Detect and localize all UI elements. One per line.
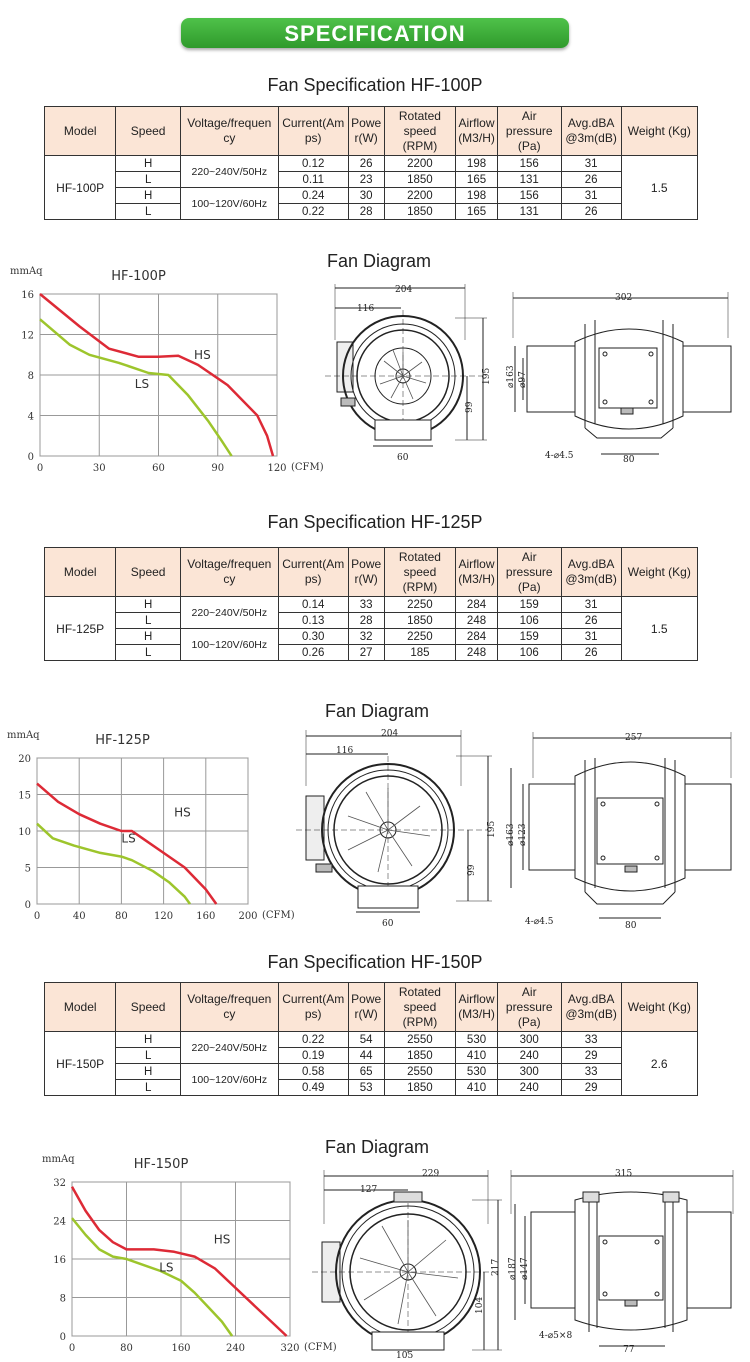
series-label-ls: LS — [134, 376, 150, 391]
table-row — [45, 1032, 698, 1048]
speed-cell: H — [116, 188, 181, 204]
column-header-line: (M3/H) — [458, 572, 495, 586]
column-header-line: Weight (Kg) — [627, 123, 691, 138]
x-tick-label: 160 — [171, 1343, 191, 1354]
y-tick-label: 20 — [18, 754, 31, 765]
value-cell: 248 — [456, 613, 498, 629]
dim-center-hf-100p: 99 — [465, 401, 475, 413]
value-cell: 0.58 — [278, 1064, 348, 1080]
dim-length-hf-100p: 302 — [615, 293, 633, 303]
x-tick-label: 80 — [115, 911, 128, 922]
x-tick-label: 0 — [68, 1343, 76, 1354]
dim-base-hf-100p: 60 — [397, 453, 409, 463]
y-tick-label: 5 — [24, 863, 31, 875]
x-tick-label: 30 — [92, 463, 106, 474]
model-cell: HF-150P — [45, 1032, 116, 1096]
value-cell: 185 — [384, 645, 456, 661]
value-cell: 1850 — [384, 1080, 456, 1096]
header-row — [45, 548, 698, 597]
column-header-line: (M3/H) — [458, 1007, 495, 1021]
value-cell: 2550 — [384, 1064, 456, 1080]
column-header — [621, 107, 697, 156]
series-label-ls: LS — [159, 1260, 174, 1275]
x-tick-label: 60 — [152, 463, 165, 474]
table-row — [45, 1048, 698, 1064]
value-cell: 106 — [497, 645, 561, 661]
column-header — [384, 983, 456, 1032]
x-tick-label: 80 — [120, 1343, 133, 1354]
column-header-line: Current(Am — [282, 116, 345, 130]
column-header-line: Model — [63, 564, 97, 579]
y-tick-label: 0 — [59, 1332, 66, 1343]
performance-chart-hf-125p — [0, 728, 310, 924]
value-cell: 300 — [497, 1032, 561, 1048]
column-header — [384, 548, 456, 597]
column-header — [45, 548, 116, 597]
voltage-cell: 220~240V/50Hz — [180, 156, 278, 188]
value-cell: 410 — [456, 1080, 498, 1096]
weight-cell: 2.6 — [621, 1032, 697, 1096]
dim-width-hf-100p: 204 — [395, 285, 413, 295]
value-cell: 410 — [456, 1048, 498, 1064]
model-cell: HF-125P — [45, 597, 116, 661]
x-tick-label: 240 — [225, 1343, 246, 1354]
value-cell: 27 — [348, 645, 384, 661]
speed-cell: H — [116, 156, 181, 172]
dim-dia-outer-hf-150p: ⌀187 — [508, 1257, 518, 1280]
voltage-cell: 220~240V/50Hz — [180, 597, 278, 629]
x-tick-label: 90 — [211, 463, 225, 474]
y-tick-label: 10 — [18, 827, 31, 838]
dim-holes-hf-125p: 4-⌀4.5 — [525, 917, 554, 927]
value-cell: 0.26 — [278, 645, 348, 661]
table-row — [45, 629, 698, 645]
column-header — [180, 983, 278, 1032]
column-header-line: Current(Am — [282, 557, 345, 571]
dim-dia-inner-hf-150p: ⌀147 — [520, 1257, 530, 1280]
column-header — [621, 548, 697, 597]
value-cell: 2200 — [384, 156, 456, 172]
column-header-line: Air — [521, 108, 537, 123]
voltage-cell: 100~120V/60Hz — [180, 188, 278, 220]
column-header-line: (RPM) — [402, 579, 438, 594]
voltage-cell: 100~120V/60Hz — [180, 629, 278, 661]
value-cell: 106 — [497, 613, 561, 629]
value-cell: 530 — [456, 1064, 498, 1080]
value-cell: 198 — [456, 156, 498, 172]
dim-dia-inner-hf-125p: ⌀123 — [518, 823, 528, 846]
column-header — [278, 107, 348, 156]
value-cell: 65 — [348, 1064, 384, 1080]
column-header-line: Rotated — [398, 108, 441, 123]
column-header — [116, 107, 181, 156]
x-tick-label: 120 — [154, 911, 174, 922]
y-tick-label: 12 — [21, 330, 34, 342]
value-cell: 198 — [456, 188, 498, 204]
series-line-ls — [37, 824, 190, 904]
value-cell: 28 — [348, 204, 384, 220]
column-header — [116, 548, 181, 597]
value-cell: 156 — [497, 156, 561, 172]
column-header-line: Voltage/frequen — [187, 116, 272, 130]
column-header — [456, 983, 498, 1032]
value-cell: 2200 — [384, 188, 456, 204]
column-header — [456, 548, 498, 597]
value-cell: 2250 — [384, 597, 456, 613]
column-header-line: Speed — [130, 999, 166, 1014]
speed-cell: L — [116, 172, 181, 188]
side-view-drawing-hf-150p — [503, 1164, 743, 1356]
speed-cell: H — [116, 597, 181, 613]
column-header-line: Avg.dBA — [567, 992, 615, 1006]
performance-chart-hf-100p — [0, 258, 324, 480]
value-cell: 28 — [348, 613, 384, 629]
column-header — [561, 107, 621, 156]
column-header-line: ps) — [304, 572, 322, 586]
value-cell: 26 — [561, 613, 621, 629]
column-header-line: Avg.dBA — [567, 557, 615, 571]
value-cell: 32 — [348, 629, 384, 645]
column-header-line: Powe — [351, 992, 382, 1006]
value-cell: 0.24 — [278, 188, 348, 204]
x-axis-label: (CFM) — [262, 910, 295, 921]
y-tick-label: 0 — [24, 900, 31, 911]
column-header-line: speed — [403, 123, 437, 138]
value-cell: 29 — [561, 1080, 621, 1096]
column-header — [561, 983, 621, 1032]
column-header — [497, 107, 561, 156]
table-row — [45, 613, 698, 629]
dim-height-hf-100p: 195 — [482, 367, 492, 385]
table-row — [45, 645, 698, 661]
column-header-line: Weight (Kg) — [627, 999, 691, 1014]
dim-holes-hf-150p: 4-⌀5×8 — [539, 1331, 573, 1341]
column-header-line: cy — [223, 1007, 236, 1021]
column-header-line: Airflow — [458, 557, 495, 571]
column-header-line: r(W) — [354, 1007, 378, 1021]
column-header-line: Air — [521, 984, 537, 999]
column-header-line: (Pa) — [517, 138, 541, 153]
dim-base-hf-125p: 60 — [382, 919, 394, 929]
column-header-line: (RPM) — [402, 138, 438, 153]
speed-cell: L — [116, 204, 181, 220]
speed-cell: L — [116, 613, 181, 629]
value-cell: 0.12 — [278, 156, 348, 172]
weight-cell: 1.5 — [621, 156, 697, 220]
spec-table-hf-150p — [44, 982, 698, 1096]
header-row — [45, 983, 698, 1032]
dim-foot-hf-100p: 80 — [623, 455, 635, 465]
column-header-line: Model — [63, 123, 97, 138]
column-header — [497, 548, 561, 597]
table-row — [45, 597, 698, 613]
column-header-line: @3m(dB) — [565, 1007, 617, 1021]
table-row — [45, 204, 698, 220]
y-tick-label: 16 — [53, 1255, 66, 1266]
value-cell: 1850 — [384, 172, 456, 188]
section-title-hf-100p: Fan Specification HF-100P — [267, 75, 483, 95]
value-cell: 240 — [497, 1080, 561, 1096]
value-cell: 31 — [561, 156, 621, 172]
value-cell: 33 — [561, 1064, 621, 1080]
x-tick-label: 0 — [33, 911, 41, 922]
column-header-line: Voltage/frequen — [187, 557, 272, 571]
column-header-line: Voltage/frequen — [187, 992, 272, 1006]
column-header-line: r(W) — [354, 572, 378, 586]
x-tick-label: 120 — [267, 463, 287, 474]
value-cell: 2250 — [384, 629, 456, 645]
front-view-drawing-hf-100p — [305, 280, 505, 465]
column-header — [278, 983, 348, 1032]
value-cell: 159 — [497, 597, 561, 613]
column-header-line: Rotated — [398, 984, 441, 999]
value-cell: 1850 — [384, 204, 456, 220]
value-cell: 31 — [561, 629, 621, 645]
value-cell: 2550 — [384, 1032, 456, 1048]
dim-base-hf-150p: 105 — [396, 1351, 414, 1361]
column-header-line: Model — [63, 999, 97, 1014]
value-cell: 156 — [497, 188, 561, 204]
performance-chart-hf-150p — [0, 1154, 337, 1355]
value-cell: 53 — [348, 1080, 384, 1096]
column-header — [45, 107, 116, 156]
x-axis-label: (CFM) — [304, 1342, 337, 1353]
value-cell: 31 — [561, 188, 621, 204]
value-cell: 165 — [456, 204, 498, 220]
y-tick-label: 24 — [53, 1216, 66, 1228]
value-cell: 530 — [456, 1032, 498, 1048]
y-axis-label: mmAq — [7, 730, 40, 741]
value-cell: 1850 — [384, 613, 456, 629]
speed-cell: L — [116, 1080, 181, 1096]
value-cell: 0.22 — [278, 1032, 348, 1048]
dim-offset-hf-150p: 127 — [360, 1185, 378, 1195]
column-header-line: (Pa) — [517, 579, 541, 594]
column-header — [497, 983, 561, 1032]
column-header-line: ps) — [304, 131, 322, 145]
dim-center-hf-150p: 104 — [475, 1296, 485, 1314]
header-row — [45, 107, 698, 156]
dim-offset-hf-125p: 116 — [336, 746, 354, 756]
column-header-line: Air — [521, 549, 537, 564]
dim-offset-hf-100p: 116 — [357, 304, 375, 314]
column-header-line: Avg.dBA — [567, 116, 615, 130]
value-cell: 0.22 — [278, 204, 348, 220]
dim-holes-hf-100p: 4-⌀4.5 — [545, 451, 574, 461]
front-view-drawing-hf-125p — [296, 726, 506, 931]
dim-width-hf-125p: 204 — [381, 729, 399, 739]
section-title-hf-150p: Fan Specification HF-150P — [267, 952, 483, 972]
spec-table-hf-125p — [44, 547, 698, 661]
column-header — [456, 107, 498, 156]
y-tick-label: 16 — [21, 290, 34, 301]
y-axis-label: mmAq — [10, 266, 43, 277]
series-label-hs: HS — [174, 805, 191, 820]
table-row — [45, 172, 698, 188]
column-header — [116, 983, 181, 1032]
speed-cell: H — [116, 1064, 181, 1080]
fan-diagram-title-2: Fan Diagram — [325, 701, 430, 721]
column-header-line: speed — [403, 999, 437, 1014]
x-axis-label: (CFM) — [291, 462, 324, 473]
value-cell: 0.13 — [278, 613, 348, 629]
column-header-line: Speed — [130, 123, 166, 138]
column-header-line: r(W) — [354, 131, 378, 145]
column-header-line: Rotated — [398, 549, 441, 564]
value-cell: 31 — [561, 597, 621, 613]
column-header — [348, 548, 384, 597]
column-header-line: speed — [403, 564, 437, 579]
series-label-hs: HS — [194, 347, 211, 362]
value-cell: 26 — [561, 204, 621, 220]
chart-title: HF-100P — [111, 269, 166, 284]
dim-length-hf-125p: 257 — [625, 733, 643, 743]
speed-cell: H — [116, 1032, 181, 1048]
value-cell: 33 — [561, 1032, 621, 1048]
dim-length-hf-150p: 315 — [615, 1169, 633, 1179]
value-cell: 0.30 — [278, 629, 348, 645]
column-header-line: Powe — [351, 116, 382, 130]
value-cell: 131 — [497, 204, 561, 220]
value-cell: 26 — [561, 172, 621, 188]
value-cell: 26 — [561, 645, 621, 661]
spec-table-hf-100p — [44, 106, 698, 220]
value-cell: 240 — [497, 1048, 561, 1064]
value-cell: 54 — [348, 1032, 384, 1048]
value-cell: 29 — [561, 1048, 621, 1064]
column-header-line: cy — [223, 131, 236, 145]
y-tick-label: 32 — [53, 1178, 66, 1189]
y-tick-label: 0 — [27, 452, 34, 463]
specification-banner: SPECIFICATION — [181, 18, 569, 48]
side-view-drawing-hf-125p — [503, 728, 743, 933]
column-header — [45, 983, 116, 1032]
dim-dia-outer-hf-125p: ⌀163 — [506, 823, 516, 846]
side-view-drawing-hf-100p — [503, 288, 743, 468]
column-header — [180, 548, 278, 597]
value-cell: 33 — [348, 597, 384, 613]
dim-dia-inner-hf-100p: ⌀97 — [518, 371, 528, 388]
chart-title: HF-150P — [133, 1157, 189, 1172]
value-cell: 159 — [497, 629, 561, 645]
column-header — [348, 107, 384, 156]
y-tick-label: 4 — [27, 411, 34, 423]
column-header-line: pressure — [505, 564, 553, 579]
column-header-line: Airflow — [458, 992, 495, 1006]
column-header — [561, 548, 621, 597]
dim-width-hf-150p: 229 — [422, 1169, 440, 1179]
column-header-line: ps) — [304, 1007, 322, 1021]
model-cell: HF-100P — [45, 156, 116, 220]
dim-center-hf-125p: 99 — [467, 864, 477, 876]
value-cell: 248 — [456, 645, 498, 661]
value-cell: 0.11 — [278, 172, 348, 188]
y-tick-label: 8 — [59, 1293, 66, 1305]
value-cell: 0.19 — [278, 1048, 348, 1064]
x-tick-label: 40 — [72, 911, 86, 922]
column-header-line: @3m(dB) — [565, 131, 617, 145]
y-tick-label: 15 — [18, 790, 31, 802]
table-row — [45, 188, 698, 204]
column-header-line: (M3/H) — [458, 131, 495, 145]
x-tick-label: 160 — [196, 911, 216, 922]
chart-title: HF-125P — [95, 733, 150, 748]
x-tick-label: 0 — [36, 463, 44, 474]
speed-cell: H — [116, 629, 181, 645]
value-cell: 1850 — [384, 1048, 456, 1064]
column-header-line: (RPM) — [402, 1014, 438, 1029]
series-label-ls: LS — [121, 831, 136, 846]
dim-height-hf-125p: 195 — [487, 820, 497, 838]
table-row — [45, 1080, 698, 1096]
section-title-hf-125p: Fan Specification HF-125P — [267, 512, 483, 532]
table-row — [45, 156, 698, 172]
value-cell: 30 — [348, 188, 384, 204]
column-header-line: cy — [223, 572, 236, 586]
column-header-line: @3m(dB) — [565, 572, 617, 586]
fan-diagram-title-3: Fan Diagram — [325, 1137, 430, 1157]
voltage-cell: 220~240V/50Hz — [180, 1032, 278, 1064]
dim-dia-outer-hf-100p: ⌀163 — [506, 365, 516, 388]
value-cell: 284 — [456, 629, 498, 645]
dim-foot-hf-125p: 80 — [625, 921, 637, 931]
voltage-cell: 100~120V/60Hz — [180, 1064, 278, 1096]
y-tick-label: 8 — [27, 371, 34, 382]
series-line-hs — [72, 1187, 287, 1336]
series-line-ls — [72, 1218, 232, 1336]
column-header-line: Speed — [130, 564, 166, 579]
dim-foot-hf-150p: 77 — [623, 1345, 635, 1355]
value-cell: 284 — [456, 597, 498, 613]
weight-cell: 1.5 — [621, 597, 697, 661]
value-cell: 300 — [497, 1064, 561, 1080]
column-header-line: Powe — [351, 557, 382, 571]
dim-height-hf-150p: 217 — [491, 1258, 501, 1276]
table-row — [45, 1064, 698, 1080]
value-cell: 23 — [348, 172, 384, 188]
column-header — [348, 983, 384, 1032]
column-header-line: (Pa) — [517, 1014, 541, 1029]
front-view-drawing-hf-150p — [312, 1164, 512, 1360]
value-cell: 44 — [348, 1048, 384, 1064]
value-cell: 0.14 — [278, 597, 348, 613]
speed-cell: L — [116, 645, 181, 661]
fan-diagram-title-1: Fan Diagram — [327, 251, 432, 271]
value-cell: 165 — [456, 172, 498, 188]
column-header — [180, 107, 278, 156]
column-header — [384, 107, 456, 156]
series-label-hs: HS — [213, 1232, 231, 1247]
column-header-line: Weight (Kg) — [627, 564, 691, 579]
column-header-line: Current(Am — [282, 992, 345, 1006]
x-tick-label: 200 — [238, 911, 258, 922]
column-header-line: Airflow — [458, 116, 495, 130]
column-header-line: pressure — [505, 123, 553, 138]
value-cell: 131 — [497, 172, 561, 188]
y-axis-label: mmAq — [42, 1154, 75, 1165]
column-header — [278, 548, 348, 597]
x-tick-label: 320 — [280, 1343, 300, 1354]
column-header — [621, 983, 697, 1032]
column-header-line: pressure — [505, 999, 553, 1014]
value-cell: 0.49 — [278, 1080, 348, 1096]
speed-cell: L — [116, 1048, 181, 1064]
value-cell: 26 — [348, 156, 384, 172]
